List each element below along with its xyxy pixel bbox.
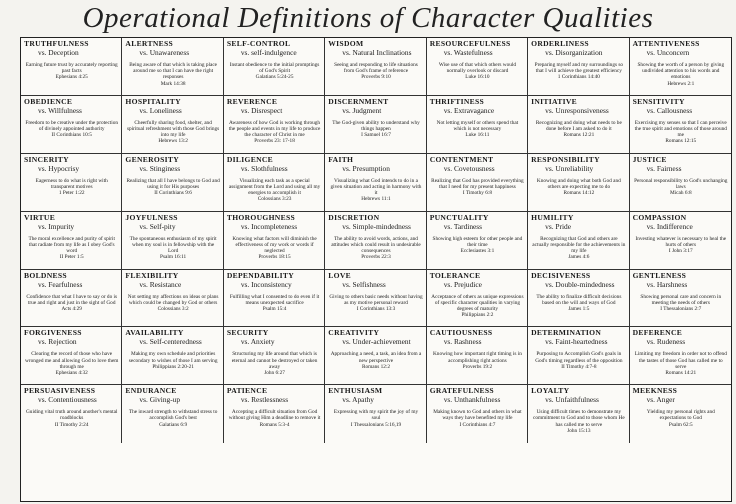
quality-name: WISDOM [328, 39, 364, 48]
quality-reference: Romans 14:21 [665, 369, 697, 376]
quality-name: ENTHUSIASM [328, 386, 383, 396]
quality-opposite: vs. Resistance [139, 279, 182, 289]
quality-name: INITIATIVE [531, 96, 578, 106]
quality-opposite: vs. Giving-up [139, 395, 181, 405]
quality-cell [427, 212, 528, 270]
quality-definition: Visualizing each task as a special assignment from the Lord and using all my energies to accomplish it [228, 177, 321, 197]
quality-cell [224, 327, 325, 385]
quality-name: GENEROSITY [125, 154, 180, 164]
quality-name: SENSITIVITY [632, 96, 685, 106]
quality-reference: Romans 12:15 [665, 138, 697, 145]
quality-opposite: vs. Wastefulness [443, 48, 493, 57]
quality-definition: Showing high esteem for other people and their time [432, 235, 523, 248]
quality-opposite: vs. Selfishness [342, 279, 386, 289]
quality-reference: Hebrews 2:1 [667, 80, 695, 87]
quality-definition: Visualizing what God intends to do in a given situation and acting in harmony with it [330, 177, 422, 197]
quality-reference: I Thessalonians 2:7 [660, 305, 702, 312]
quality-opposite: vs. Pride [545, 221, 572, 231]
quality-reference: Ephesians 4:25 [55, 74, 88, 81]
quality-opposite: vs. Anger [646, 395, 675, 405]
quality-cell [325, 212, 426, 270]
quality-definition: Accepting a difficult situation from God without giving Him a deadline to remove it [228, 409, 321, 422]
quality-definition: Acceptance of others as unique expressions of specific character qualities in varying degrees of maturity [431, 293, 524, 312]
quality-definition: Eagerness to do what is right with transparent motives [35, 177, 108, 190]
quality-cell [122, 96, 223, 154]
quality-reference: Psalm 62:5 [668, 421, 693, 428]
quality-cell [325, 154, 426, 212]
quality-cell [630, 38, 731, 96]
quality-name: FORGIVENESS [24, 328, 82, 338]
quality-opposite: vs. Stinginess [139, 163, 181, 173]
quality-opposite: vs. Natural Inclinations [342, 48, 412, 57]
quality-reference: II Peter 1:5 [59, 254, 84, 261]
quality-opposite: vs. Fairness [646, 163, 682, 173]
quality-definition: Using difficult times to demonstrate my commitment to God and to those whom He has called me to serve [533, 409, 625, 428]
quality-cell [21, 154, 122, 212]
quality-cell [325, 270, 426, 328]
quality-name: SELF-CONTROL [226, 39, 291, 48]
quality-name: COMPASSION [632, 212, 687, 222]
quality-reference: I Thessalonians 5:16,19 [350, 421, 402, 428]
quality-reference: Galatians 5:24-25 [255, 74, 294, 81]
quality-cell [122, 212, 223, 270]
quality-cell [630, 212, 731, 270]
quality-reference: Luke 16:10 [465, 74, 490, 81]
quality-opposite: vs. Disorganization [545, 48, 603, 57]
quality-reference: Mark 14:38 [160, 80, 186, 87]
quality-reference: II Timothy 4:7-8 [561, 363, 597, 370]
quality-name: DETERMINATION [531, 328, 602, 338]
quality-definition: Recognizing and doing what needs to be done before I am asked to do it [535, 119, 622, 133]
quality-opposite: vs. Callousness [646, 105, 693, 115]
quality-opposite: vs. Hypocrisy [38, 163, 80, 173]
quality-opposite: vs. Impurity [38, 221, 75, 231]
quality-cell [528, 212, 629, 270]
quality-name: SECURITY [226, 328, 269, 338]
quality-reference: I Timothy 6:8 [462, 190, 492, 197]
quality-cell [122, 38, 223, 96]
quality-definition: Confidence that what I have to say or do is true and right and just in the sight of God [26, 293, 118, 306]
quality-name: LOYALTY [531, 386, 570, 396]
quality-definition: Personal responsibility to God's unchanging laws [634, 177, 728, 190]
quality-definition: The moral excellence and purity of spirit that radiate from my life as I obey God's word [28, 235, 115, 255]
quality-reference: Hebrews 11:1 [361, 196, 391, 203]
quality-definition: Giving to others basic needs without having as my motive personal reward [329, 293, 423, 306]
quality-opposite: vs. Apathy [342, 395, 374, 405]
quality-reference: James 4:6 [568, 254, 590, 261]
quality-opposite: vs. Loneliness [139, 105, 182, 115]
quality-definition: Awareness of how God is working through the people and events in my life to produce the character of Christ in me [228, 119, 321, 139]
quality-cell [325, 38, 426, 96]
quality-opposite: vs. Contentiousness [38, 395, 97, 405]
quality-cell [224, 154, 325, 212]
quality-name: REVERENCE [226, 96, 278, 106]
quality-name: VIRTUE [24, 212, 56, 222]
quality-opposite: vs. Prejudice [443, 279, 482, 289]
quality-reference: 1 Peter 1:22 [58, 190, 85, 197]
quality-definition: Investing whatever is necessary to heal the hurts of others [635, 235, 727, 248]
quality-definition: Preparing myself and my surroundings so that I will achieve the greatest efficiency [534, 62, 624, 75]
quality-reference: Luke 16:11 [465, 132, 490, 139]
quality-reference: Proverbs 18:15 [258, 254, 291, 261]
quality-opposite: vs. Under-achievement [342, 337, 411, 347]
quality-reference: Philippians 2:20-21 [152, 363, 194, 370]
quality-opposite: vs. Rejection [38, 337, 77, 347]
quality-name: DEFERENCE [632, 328, 683, 338]
quality-opposite: vs. Fearfulness [38, 279, 83, 289]
quality-definition: Clearing the record of those who have wronged me and allowing God to love them through me [25, 351, 119, 370]
quality-name: LOVE [328, 270, 352, 280]
quality-reference: Psalm 16:11 [160, 254, 187, 261]
quality-cell [528, 38, 629, 96]
quality-name: DEPENDABILITY [226, 270, 295, 280]
quality-cell [528, 96, 629, 154]
quality-opposite: vs. Indifference [646, 221, 693, 231]
quality-definition: Realizing that God has provided everything that I need for my present happiness [431, 177, 524, 190]
quality-definition: Showing the worth of a person by giving undivided attention to his words and emotions [637, 62, 725, 81]
quality-definition: Being aware of that which is taking place around me so that I can have the right responses [129, 62, 218, 81]
quality-name: ENDURANCE [125, 386, 177, 396]
quality-cell [528, 385, 629, 443]
quality-opposite: vs. Self-centeredness [139, 337, 202, 347]
page-title: Operational Definitions of Character Qualities [82, 2, 654, 34]
quality-definition: Approaching a need, a task, an idea from a new perspective [330, 351, 422, 364]
quality-name: TOLERANCE [429, 270, 481, 280]
quality-definition: Seeing and responding to life situations from God's frame of reference [334, 62, 418, 75]
quality-opposite: vs. Covetousness [443, 163, 495, 173]
quality-definition: Knowing and doing what both God and others are expecting me to do [536, 177, 621, 190]
quality-reference: II Corinthians 10:5 [51, 132, 92, 139]
quality-opposite: vs. Judgment [342, 105, 382, 115]
quality-definition: Expressing with my spirit the joy of my soul [333, 409, 419, 422]
quality-cell [21, 212, 122, 270]
quality-opposite: vs. Slothfulness [240, 163, 288, 173]
quality-reference: Proverbs 22:3 [361, 254, 391, 261]
quality-reference: Galatians 6:9 [159, 421, 188, 428]
quality-cell [224, 38, 325, 96]
quality-opposite: vs. Extravagance [443, 105, 495, 115]
quality-reference: I Corinthians 4:7 [459, 421, 496, 428]
quality-name: DISCRETION [328, 212, 380, 222]
quality-reference: Psalm 15:4 [262, 305, 287, 312]
quality-name: GENTLENESS [632, 270, 687, 280]
quality-definition: Purposing to Accomplish God's goals in God's timing regardless of the opposition [535, 351, 623, 364]
quality-reference: Philippians 2:2 [461, 312, 494, 319]
quality-opposite: vs. Unthankfulness [443, 395, 501, 405]
quality-reference: James 1:5 [568, 305, 590, 312]
quality-cell [427, 270, 528, 328]
quality-definition: Showing personal care and concern in meeting the needs of others [640, 293, 722, 306]
quality-definition: Making my own schedule and priorities secondary to wishes of those I am serving [128, 351, 218, 364]
quality-opposite: vs. Self-pity [139, 221, 176, 231]
quality-cell [427, 38, 528, 96]
quality-reference: Proverbs 19:2 [462, 363, 493, 370]
quality-definition: Cheerfully sharing food, shelter, and spiritual refreshment with those God brings into my life [127, 119, 220, 139]
quality-opposite: vs. Harshness [646, 279, 688, 289]
quality-opposite: vs. Unawareness [139, 48, 190, 57]
quality-reference: Romans 14:12 [563, 190, 595, 197]
quality-cell [21, 96, 122, 154]
quality-name: PATIENCE [226, 386, 268, 396]
quality-name: RESPONSIBILITY [531, 154, 600, 164]
quality-cell [528, 154, 629, 212]
quality-definition: Exercising my senses so that I can perceive the true spirit and emotions of those around me [634, 119, 727, 139]
quality-cell [21, 327, 122, 385]
quality-cell [224, 385, 325, 443]
quality-name: GRATEFULNESS [429, 386, 494, 396]
quality-reference: Acts 4:29 [61, 305, 82, 312]
quality-definition: Freedom to be creative under the protection of divinely appointed authority [25, 119, 119, 133]
quality-reference: Proverbs 23: 17-18 [254, 138, 295, 145]
quality-definition: Recognizing that God and others are actually responsible for the achievements in my life [532, 235, 626, 255]
quality-reference: Ephesians 4:32 [55, 369, 88, 376]
quality-name: ORDERLINESS [531, 39, 589, 48]
quality-definition: Guiding vital truth around another's mental roadblocks [25, 409, 118, 422]
quality-opposite: vs. Anxiety [240, 337, 275, 347]
quality-definition: Realizing that all I have belongs to God and using it for His purposes [126, 177, 220, 190]
quality-name: HUMILITY [531, 212, 574, 222]
quality-reference: I Samuel 16:7 [361, 132, 391, 139]
quality-definition: The ability to finalize difficult decisions based on the will and ways of God [536, 293, 622, 306]
quality-opposite: vs. Disrespect [240, 105, 283, 115]
quality-opposite: vs. Tardiness [443, 221, 483, 231]
quality-cell [21, 270, 122, 328]
quality-name: DISCERNMENT [328, 96, 389, 106]
quality-opposite: vs. Rudeness [646, 337, 686, 347]
quality-name: ALERTNESS [125, 39, 174, 48]
quality-opposite: vs. Willfulness [38, 105, 82, 115]
quality-opposite: vs. Unresponsiveness [545, 105, 609, 115]
quality-opposite: vs. Incompleteness [240, 221, 298, 231]
quality-cell [427, 154, 528, 212]
quality-definition: The ability to avoid words, actions, and attitudes which could result in undesirable consequences [331, 235, 421, 255]
quality-cell [21, 38, 122, 96]
quality-cell [325, 327, 426, 385]
quality-name: CAUTIOUSNESS [429, 328, 493, 338]
quality-name: HOSPITALITY [125, 96, 181, 106]
quality-reference: 1 Corinthians 14:40 [557, 74, 600, 81]
quality-opposite: vs. Unconcern [646, 48, 690, 57]
quality-opposite: vs. self-indulgence [240, 48, 297, 57]
quality-reference: Colossians 3:2 [157, 305, 189, 312]
quality-cell [122, 154, 223, 212]
quality-opposite: vs. Double-mindedness [545, 279, 615, 289]
quality-opposite: vs. Unfaithfulness [545, 395, 599, 405]
quality-reference: Hebrews 13:2 [158, 138, 188, 145]
quality-opposite: vs. Faint-heartedness [545, 337, 608, 347]
quality-opposite: vs. Rashness [443, 337, 482, 347]
quality-reference: John 15:13 [567, 427, 591, 434]
quality-name: DILIGENCE [226, 154, 274, 164]
quality-name: RESOURCEFULNESS [429, 39, 511, 48]
quality-cell [122, 385, 223, 443]
quality-reference: I John 3:17 [668, 248, 693, 255]
quality-cell [224, 270, 325, 328]
quality-definition: The God-given ability to understand why things happen [332, 119, 420, 133]
quality-cell [427, 327, 528, 385]
quality-opposite: vs. Deception [38, 48, 79, 57]
quality-definition: Structuring my life around that which is eternal and cannot be destroyed or taken away [231, 351, 318, 370]
quality-reference: Colossians 3:23 [257, 196, 292, 203]
quality-cell [630, 154, 731, 212]
quality-cell [21, 385, 122, 443]
quality-cell [122, 327, 223, 385]
quality-cell [325, 385, 426, 443]
quality-cell [630, 270, 731, 328]
quality-cell [528, 327, 629, 385]
quality-name: PERSUASIVENESS [24, 386, 96, 396]
quality-name: DECISIVENESS [531, 270, 591, 280]
quality-opposite: vs. Inconsistency [240, 279, 292, 289]
quality-reference: Micah 6:8 [669, 190, 692, 197]
quality-cell [122, 270, 223, 328]
quality-reference: I Corinthians 13:3 [356, 305, 396, 312]
quality-definition: Knowing what factors will diminish the effectiveness of my work or words if neglected [232, 235, 317, 255]
quality-opposite: vs. Unreliability [545, 163, 594, 173]
quality-name: PUNCTUALITY [429, 212, 489, 222]
quality-name: THOROUGHNESS [226, 212, 296, 222]
quality-definition: Not letting myself or others spend that which is not necessary [436, 119, 519, 133]
quality-definition: Fulfilling what I consented to do even if it means unexpected sacrifice [229, 293, 320, 306]
quality-cell [224, 212, 325, 270]
quality-name: MEEKNESS [632, 386, 678, 396]
qualities-grid [20, 37, 732, 502]
quality-reference: Romans 12:2 [361, 363, 391, 370]
quality-definition: Wise use of that which others would normally overlook or discard [438, 62, 516, 75]
quality-reference: Proverbs 9:10 [361, 74, 391, 81]
quality-name: FLEXIBILITY [125, 270, 179, 280]
quality-name: FAITH [328, 154, 354, 164]
quality-cell [630, 327, 731, 385]
quality-definition: Yielding my personal rights and expectations to God [646, 409, 715, 422]
quality-name: JOYFULNESS [125, 212, 178, 222]
quality-definition: The inward strength to withstand stress to accomplish God's best [128, 409, 218, 422]
quality-definition: Knowing how important right timing is in accomplishing right actions [432, 351, 522, 364]
quality-reference: Romans 12:21 [563, 132, 595, 139]
quality-definition: The spontaneous enthusiasm of my spirit when my soul is in fellowship with the Lord [129, 235, 217, 255]
quality-definition: Instant obedience to the initial promptings of God's Spirit [229, 62, 320, 75]
quality-cell [630, 96, 731, 154]
quality-definition: Making known to God and others in what ways they have benefited my life [433, 409, 522, 422]
quality-name: AVAILABILITY [125, 328, 184, 338]
quality-reference: II Timothy 2:24 [54, 421, 89, 428]
quality-cell [630, 385, 731, 443]
quality-definition: Not setting my affections on ideas or plans which could be changed by God or others [127, 293, 219, 306]
quality-opposite: vs. Presumption [342, 163, 390, 173]
quality-name: BOLDNESS [24, 270, 67, 280]
quality-cell [325, 96, 426, 154]
quality-definition: Earning future trust by accurately reporting past facts [25, 62, 118, 75]
quality-definition: Limiting my freedom in order not to offend the tastes of those God has called me to serve [634, 351, 727, 370]
quality-name: CREATIVITY [328, 328, 380, 338]
quality-cell [224, 96, 325, 154]
quality-opposite: vs. Restlessness [240, 395, 289, 405]
quality-name: CONTENTMENT [429, 154, 494, 164]
quality-cell [427, 385, 528, 443]
quality-name: TRUTHFULNESS [24, 39, 89, 48]
quality-name: JUSTICE [632, 154, 667, 164]
quality-reference: John 6:27 [264, 369, 285, 376]
quality-cell [427, 96, 528, 154]
quality-reference: II Corinthians 9:6 [154, 190, 192, 197]
quality-cell [528, 270, 629, 328]
quality-reference: Ecclesiastes 3:1 [460, 248, 495, 255]
quality-name: SINCERITY [24, 154, 69, 164]
quality-name: THRIFTINESS [429, 96, 485, 106]
quality-opposite: vs. Simple-mindedness [342, 221, 411, 231]
quality-name: ATTENTIVENESS [632, 39, 700, 48]
quality-reference: Romans 5:3-4 [259, 421, 290, 428]
quality-name: OBEDIENCE [24, 96, 73, 106]
